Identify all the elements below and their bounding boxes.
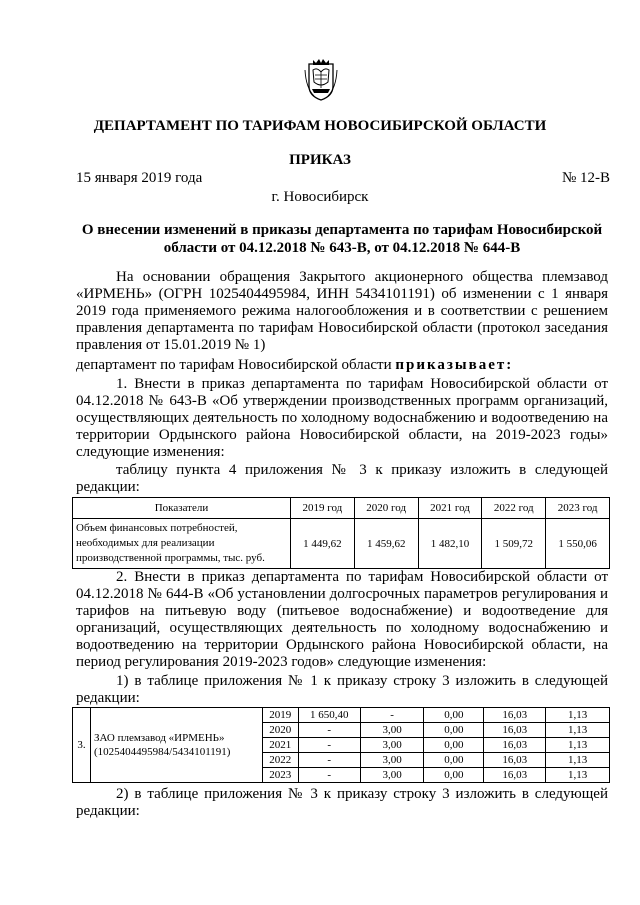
organization-ids: (1025404495984/5434101191) — [93, 746, 231, 758]
document-type: ПРИКАЗ — [289, 152, 351, 168]
paragraph-item-2: 2. Внести в приказ департамента по тарифам Новосибирской области от 04.12.2018 № 644-В «Об установлении долгосрочных параметров регулирования и тарифов на питьевую воду (питьевое водоснабжение) и водоотведение для организаций, осуществляющих деятельность по холодному водоснабжению и водоотведению на территории Ордынского района Новосибирской области, на период регулирования 2019-2023 годов» следующие изменения: — [76, 569, 608, 670]
table-cell: 2021 — [262, 738, 298, 753]
table-row — [73, 519, 610, 569]
tariff-parameters-table — [72, 707, 610, 783]
table-header-cell: 2021 год — [418, 498, 482, 519]
table-cell: 2020 — [262, 723, 298, 738]
paragraph-orders — [76, 357, 608, 374]
table-cell: 1,13 — [546, 708, 610, 723]
table-cell: - — [298, 768, 360, 783]
table-cell: 1 449,62 — [291, 519, 355, 569]
paragraph-table-intro-3: 2) в таблице приложения № 3 к приказу строку 3 изложить в следующей редакции: — [76, 786, 608, 819]
table-row — [73, 708, 610, 723]
table-cell: 3,00 — [360, 768, 424, 783]
paragraph-item-1: 1. Внести в приказ департамента по тарифам Новосибирской области от 04.12.2018 № 643-В «Об утверждении производственных программ организаций, осуществляющих деятельность по холодному водоснабжению и водоотведению на территории Ордынского района Новосибирской области, на 2019-2023 годы» следующие изменения: — [76, 376, 608, 460]
organization-cell — [90, 708, 262, 783]
table-cell: 1 509,72 — [482, 519, 546, 569]
order-date: 15 января 2019 года — [76, 170, 203, 186]
table-cell: 1,13 — [546, 768, 610, 783]
table-cell: - — [298, 723, 360, 738]
table-cell: 1,13 — [546, 723, 610, 738]
table-cell: 1 459,62 — [354, 519, 418, 569]
table-cell: 0,00 — [424, 723, 484, 738]
department-title: ДЕПАРТАМЕНТ ПО ТАРИФАМ НОВОСИБИРСКОЙ ОБЛАСТИ — [93, 118, 547, 134]
table-cell: 2019 — [262, 708, 298, 723]
table-row-label: Объем финансовых потребностей, необходимых для реализации производственной программы, тыс. руб. — [73, 519, 291, 569]
table-cell: 1 650,40 — [298, 708, 360, 723]
orders-keyword: приказывает: — [395, 357, 514, 373]
table-cell: - — [298, 738, 360, 753]
table-header-cell: 2023 год — [546, 498, 610, 519]
subject-line-1: О внесении изменений в приказы департамента по тарифам Новосибирской — [81, 222, 603, 238]
table-cell: - — [360, 708, 424, 723]
table-cell: 1 550,06 — [546, 519, 610, 569]
paragraph-basis: На основании обращения Закрытого акционерного общества племзавод «ИРМЕНЬ» (ОГРН 1025404495984, ИНН 5434101191) об изменении с 1 января 2019 года применяемого режима налогообложения и в соответствии с решением правления департамента по тарифам Новосибирской области (протокол заседания правления от 15.01.2019 № 1) — [76, 269, 608, 353]
table-cell: 1,13 — [546, 738, 610, 753]
table-cell: 2022 — [262, 753, 298, 768]
subject-line-2: области от 04.12.2018 № 643-В, от 04.12.2018 № 644-В — [163, 240, 521, 256]
table-cell: 0,00 — [424, 768, 484, 783]
table-cell: 0,00 — [424, 708, 484, 723]
table-cell: 16,03 — [484, 708, 546, 723]
organization-name: ЗАО племзавод «ИРМЕНЬ» — [93, 732, 225, 744]
order-subject — [76, 221, 608, 257]
table-header-cell: 2022 год — [482, 498, 546, 519]
paragraph-table-intro-2: 1) в таблице приложения № 1 к приказу строку 3 изложить в следующей редакции: — [76, 673, 608, 706]
table-header-cell: 2019 год — [291, 498, 355, 519]
table-cell: 16,03 — [484, 738, 546, 753]
table-header-row — [73, 498, 610, 519]
order-number: № 12-В — [561, 170, 610, 186]
table-cell: 16,03 — [484, 768, 546, 783]
table-cell: 16,03 — [484, 753, 546, 768]
row-number: 3. — [73, 708, 91, 783]
table-cell: 1,13 — [546, 753, 610, 768]
table-cell: 3,00 — [360, 753, 424, 768]
table-cell: 0,00 — [424, 753, 484, 768]
coat-of-arms-icon — [304, 58, 338, 102]
table-cell: - — [298, 753, 360, 768]
paragraph-table-intro-1: таблицу пункта 4 приложения № 3 к приказу изложить в следующей редакции: — [76, 462, 608, 495]
order-city: г. Новосибирск — [271, 189, 369, 205]
table-header-cell: Показатели — [73, 498, 291, 519]
table-cell: 2023 — [262, 768, 298, 783]
table-cell: 16,03 — [484, 723, 546, 738]
table-cell: 3,00 — [360, 723, 424, 738]
financial-needs-table — [72, 497, 610, 569]
orders-text: департамент по тарифам Новосибирской области — [76, 357, 396, 373]
table-cell: 1 482,10 — [418, 519, 482, 569]
table-header-cell: 2020 год — [354, 498, 418, 519]
table-cell: 0,00 — [424, 738, 484, 753]
table-cell: 3,00 — [360, 738, 424, 753]
